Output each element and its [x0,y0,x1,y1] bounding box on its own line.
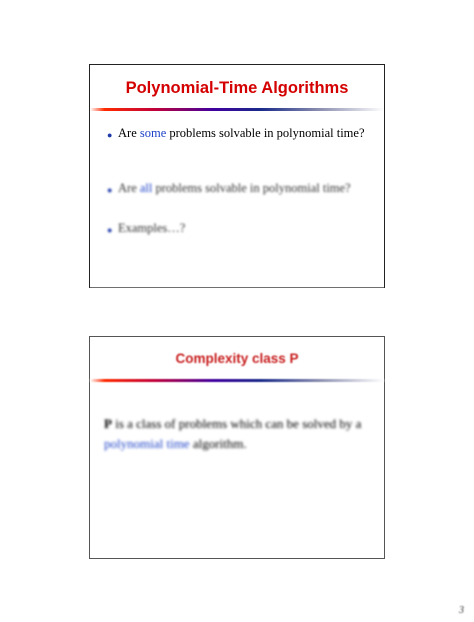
definition-text [104,414,374,454]
bullet-keyword: some [139,126,167,140]
title-divider [90,379,384,382]
bullet-keyword: all [139,181,153,195]
bullet-item [107,126,376,141]
bullet-text-post: problems solvable in polynomial time? [166,126,365,140]
bullet-item-faded [107,221,376,236]
slide-complexity-class-p [89,336,385,559]
bullet-text-pre: Are [118,126,140,140]
slide-polynomial-time-algorithms [89,64,385,288]
definition-post: algorithm. [189,436,247,451]
bullet-dot-icon: ● [107,185,113,195]
definition-keyword: polynomial time [104,436,190,451]
definition-pre: is a class of problems which can be solved by a [111,416,362,431]
page-number: 3 [459,605,464,616]
slide-title: Complexity class P [175,351,299,366]
title-divider [90,108,384,111]
bullet-text: Examples…? [118,221,186,235]
definition-term: P [104,416,112,431]
bullet-text-pre: Are [118,181,140,195]
slide-title: Polynomial-Time Algorithms [125,79,349,97]
bullet-dot-icon: ● [107,130,113,140]
bullet-text-post: problems solvable in polynomial time? [152,181,351,195]
bullet-dot-icon: ● [107,225,113,235]
bullet-item-faded [107,181,376,196]
